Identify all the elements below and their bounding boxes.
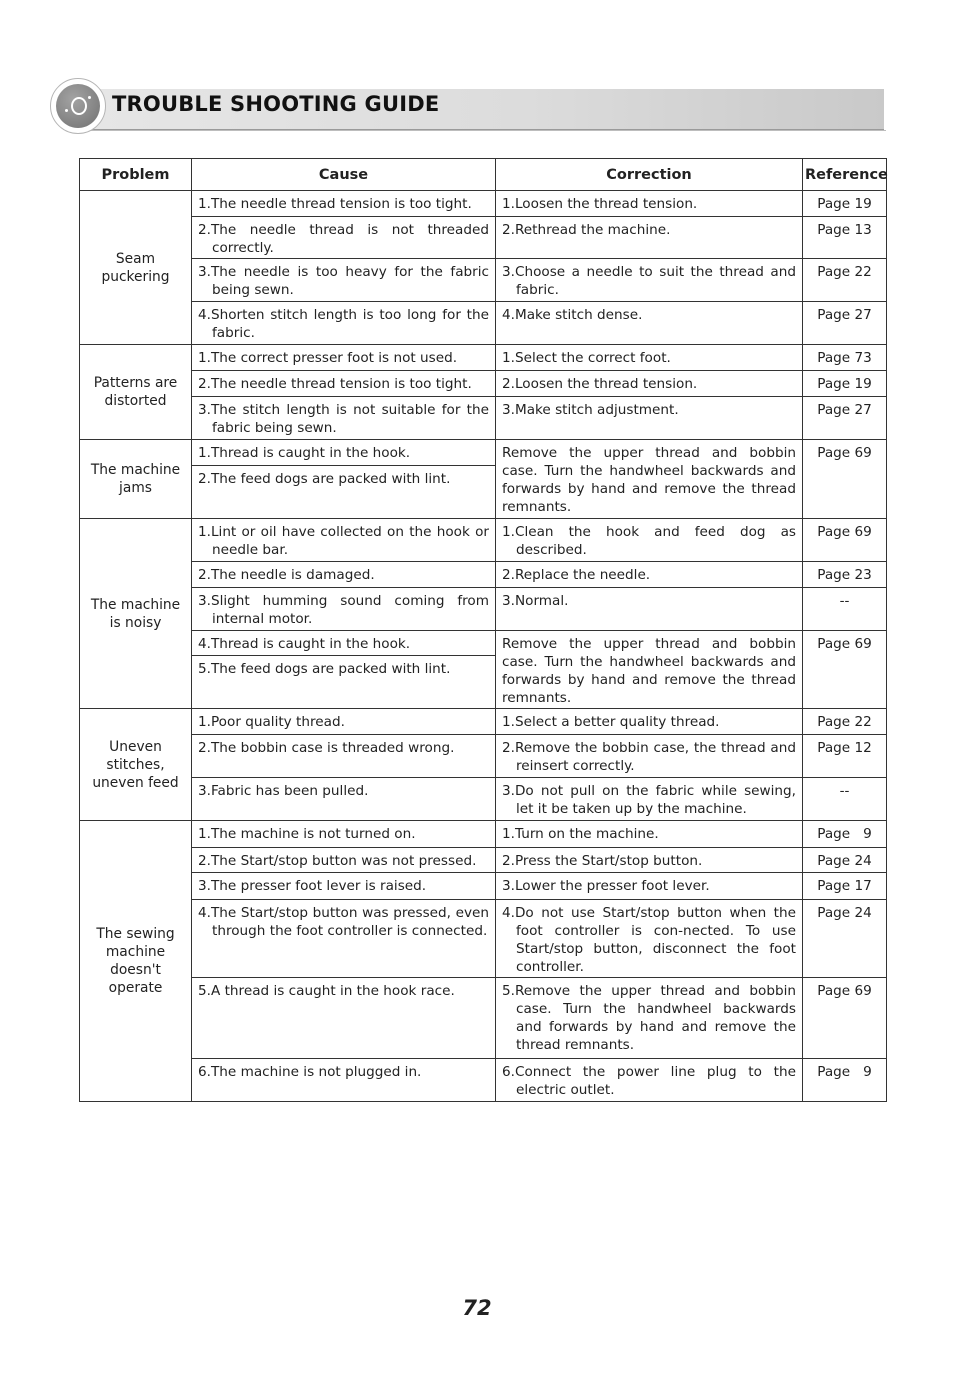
correction-cell: Remove the upper thread and bobbin case. Turn the handwheel backwards and forwards by hand and remove the thread remnants. bbox=[496, 631, 803, 709]
banner-underline bbox=[86, 130, 886, 131]
cause-cell: 2.The needle thread is not threaded correctly. bbox=[192, 217, 496, 259]
table-row bbox=[80, 562, 887, 588]
cause-cell: 2.The feed dogs are packed with lint. bbox=[192, 466, 496, 519]
reference-cell: Page 12 bbox=[803, 735, 887, 778]
table-row bbox=[80, 345, 887, 371]
cause-cell: 5.A thread is caught in the hook race. bbox=[192, 978, 496, 1059]
page-number: 72 bbox=[462, 1296, 492, 1320]
cause-cell: 3.Fabric has been pulled. bbox=[192, 778, 496, 821]
section-banner bbox=[50, 78, 886, 134]
cause-cell: 1.Poor quality thread. bbox=[192, 709, 496, 735]
cause-cell: 3.Slight humming sound coming from internal motor. bbox=[192, 588, 496, 631]
cause-cell: 3.The stitch length is not suitable for the fabric being sewn. bbox=[192, 397, 496, 440]
correction-cell: 4.Do not use Start/stop button when the foot controller is con-nected. To use Start/stop button, disconnect the foot controller. bbox=[496, 900, 803, 978]
correction-cell: 3.Make stitch adjustment. bbox=[496, 397, 803, 440]
reference-cell: Page 24 bbox=[803, 900, 887, 978]
correction-cell: 4.Make stitch dense. bbox=[496, 302, 803, 345]
cause-cell: 1.The correct presser foot is not used. bbox=[192, 345, 496, 371]
reference-cell: -- bbox=[803, 778, 887, 821]
cause-cell: 1.Lint or oil have collected on the hook or needle bar. bbox=[192, 519, 496, 562]
correction-cell: 3.Lower the presser foot lever. bbox=[496, 873, 803, 900]
troubleshooting-table bbox=[79, 158, 887, 1102]
problem-cell: Uneven stitches, uneven feed bbox=[80, 709, 192, 821]
cause-cell: 6.The machine is not plugged in. bbox=[192, 1059, 496, 1102]
reference-cell: -- bbox=[803, 588, 887, 631]
reference-cell: Page 23 bbox=[803, 562, 887, 588]
table-header-row bbox=[80, 159, 887, 191]
cause-cell: 2.The needle thread tension is too tight. bbox=[192, 371, 496, 397]
table-row bbox=[80, 440, 887, 466]
correction-cell: 3.Choose a needle to suit the thread and fabric. bbox=[496, 259, 803, 302]
table-row bbox=[80, 821, 887, 848]
table-row bbox=[80, 900, 887, 978]
table-row bbox=[80, 873, 887, 900]
reference-cell: Page 17 bbox=[803, 873, 887, 900]
reference-cell: Page 73 bbox=[803, 345, 887, 371]
table-row bbox=[80, 519, 887, 562]
column-header-cause: Cause bbox=[192, 159, 496, 191]
correction-cell: 3.Normal. bbox=[496, 588, 803, 631]
table-row bbox=[80, 848, 887, 873]
table-row bbox=[80, 397, 887, 440]
column-header-correction: Correction bbox=[496, 159, 803, 191]
cause-cell: 4.The Start/stop button was pressed, even through the foot controller is connected. bbox=[192, 900, 496, 978]
cause-cell: 2.The Start/stop button was not pressed. bbox=[192, 848, 496, 873]
table-row bbox=[80, 709, 887, 735]
problem-cell: Patterns are distorted bbox=[80, 345, 192, 440]
reference-cell: Page 9 bbox=[803, 1059, 887, 1102]
table-row bbox=[80, 371, 887, 397]
section-logo-icon bbox=[50, 78, 106, 134]
cause-cell: 2.The needle is damaged. bbox=[192, 562, 496, 588]
cause-cell: 2.The bobbin case is threaded wrong. bbox=[192, 735, 496, 778]
reference-cell: Page 13 bbox=[803, 217, 887, 259]
table-row bbox=[80, 588, 887, 631]
reference-cell: Page 69 bbox=[803, 978, 887, 1059]
reference-cell: Page 22 bbox=[803, 709, 887, 735]
cause-cell: 1.The needle thread tension is too tight. bbox=[192, 191, 496, 217]
table-row bbox=[80, 978, 887, 1059]
correction-cell: 5.Remove the upper thread and bobbin case. Turn the handwheel backwards and forwards by hand and remove the thread remnants. bbox=[496, 978, 803, 1059]
correction-cell: 2.Replace the needle. bbox=[496, 562, 803, 588]
correction-cell: 6.Connect the power line plug to the electric outlet. bbox=[496, 1059, 803, 1102]
cause-cell: 3.The presser foot lever is raised. bbox=[192, 873, 496, 900]
correction-cell: 2.Remove the bobbin case, the thread and reinsert correctly. bbox=[496, 735, 803, 778]
column-header-problem: Problem bbox=[80, 159, 192, 191]
reference-cell: Page 22 bbox=[803, 259, 887, 302]
correction-cell: 1.Clean the hook and feed dog as described. bbox=[496, 519, 803, 562]
reference-cell: Page 27 bbox=[803, 302, 887, 345]
correction-cell: 2.Loosen the thread tension. bbox=[496, 371, 803, 397]
problem-cell: The sewing machine doesn't operate bbox=[80, 821, 192, 1102]
reference-cell: Page 19 bbox=[803, 371, 887, 397]
reference-cell: Page 69 bbox=[803, 631, 887, 709]
cause-cell: 1.Thread is caught in the hook. bbox=[192, 440, 496, 466]
reference-cell: Page 19 bbox=[803, 191, 887, 217]
reference-cell: Page 27 bbox=[803, 397, 887, 440]
cause-cell: 4.Thread is caught in the hook. bbox=[192, 631, 496, 656]
cause-cell: 1.The machine is not turned on. bbox=[192, 821, 496, 848]
problem-cell: The machine jams bbox=[80, 440, 192, 519]
cause-cell: 5.The feed dogs are packed with lint. bbox=[192, 656, 496, 709]
reference-cell: Page 69 bbox=[803, 440, 887, 519]
table-row bbox=[80, 191, 887, 217]
correction-cell: Remove the upper thread and bobbin case. Turn the handwheel backwards and forwards by hand and remove the thread remnants. bbox=[496, 440, 803, 519]
table-row bbox=[80, 217, 887, 259]
table-row bbox=[80, 631, 887, 656]
table-row bbox=[80, 778, 887, 821]
correction-cell: 3.Do not pull on the fabric while sewing, let it be taken up by the machine. bbox=[496, 778, 803, 821]
table-row bbox=[80, 1059, 887, 1102]
column-header-reference: Reference bbox=[803, 159, 887, 191]
table-row bbox=[80, 735, 887, 778]
correction-cell: 1.Turn on the machine. bbox=[496, 821, 803, 848]
table-row bbox=[80, 259, 887, 302]
page-title: TROUBLE SHOOTING GUIDE bbox=[112, 92, 440, 116]
problem-cell: Seam puckering bbox=[80, 191, 192, 345]
cause-cell: 4.Shorten stitch length is too long for the fabric. bbox=[192, 302, 496, 345]
table-row bbox=[80, 302, 887, 345]
correction-cell: 1.Loosen the thread tension. bbox=[496, 191, 803, 217]
cause-cell: 3.The needle is too heavy for the fabric being sewn. bbox=[192, 259, 496, 302]
problem-cell: The machine is noisy bbox=[80, 519, 192, 709]
correction-cell: 1.Select the correct foot. bbox=[496, 345, 803, 371]
reference-cell: Page 9 bbox=[803, 821, 887, 848]
correction-cell: 2.Rethread the machine. bbox=[496, 217, 803, 259]
correction-cell: 2.Press the Start/stop button. bbox=[496, 848, 803, 873]
reference-cell: Page 24 bbox=[803, 848, 887, 873]
reference-cell: Page 69 bbox=[803, 519, 887, 562]
correction-cell: 1.Select a better quality thread. bbox=[496, 709, 803, 735]
